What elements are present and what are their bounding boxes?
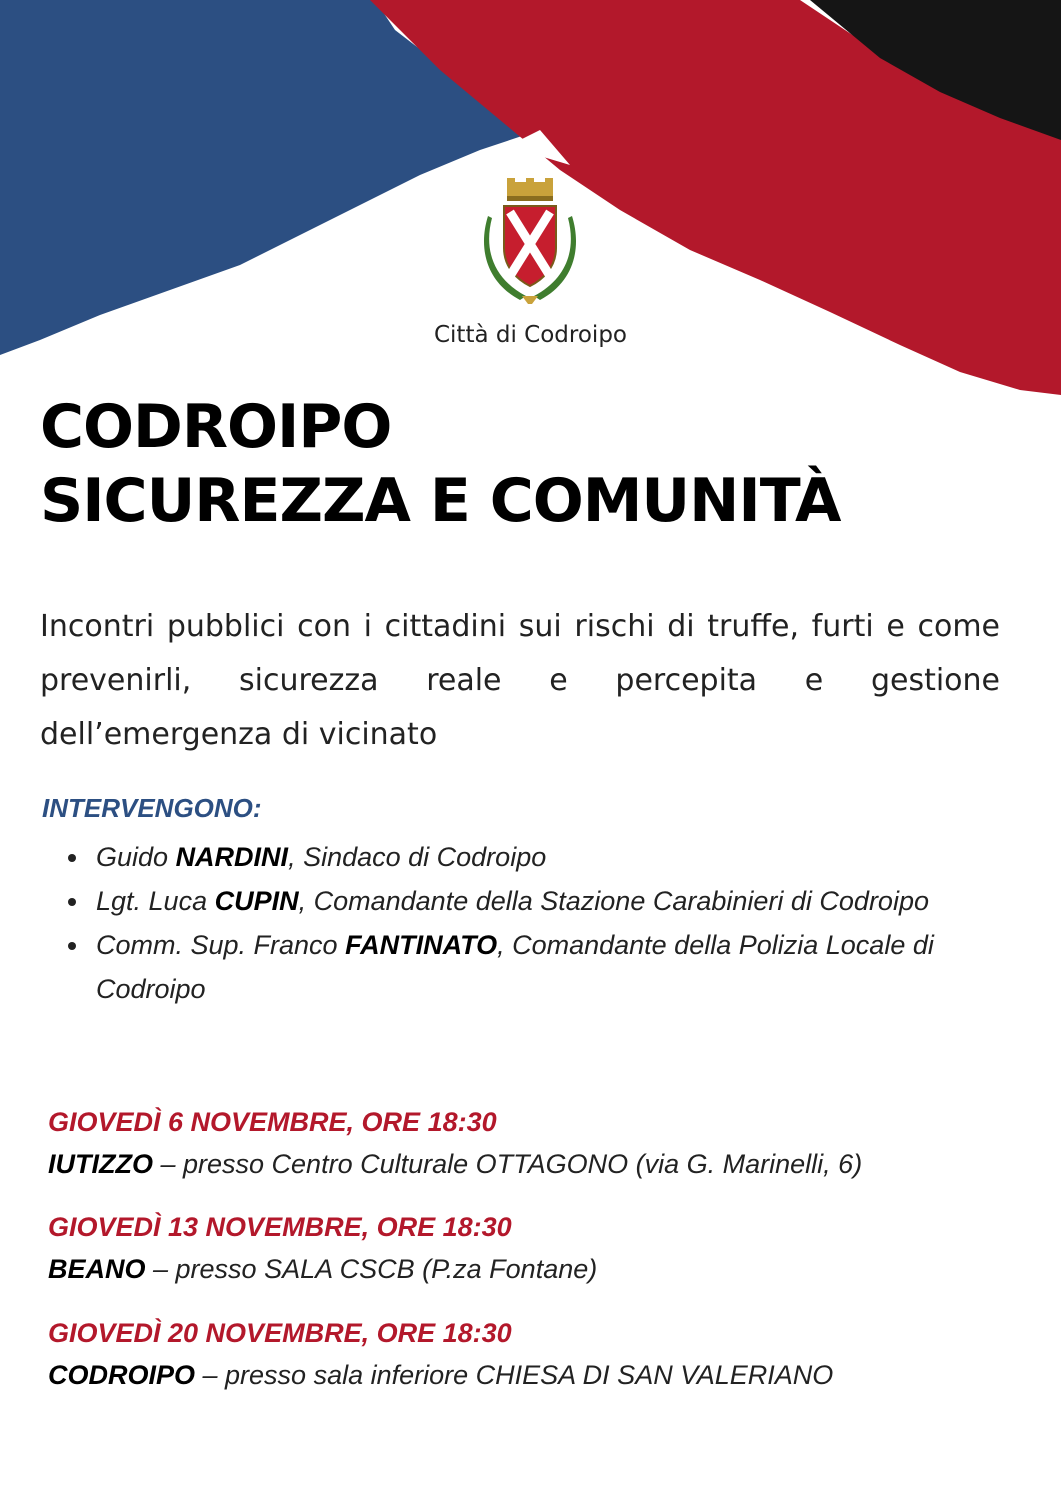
speaker-prefix: Lgt. Luca — [96, 886, 215, 916]
speaker-item — [60, 835, 940, 879]
speaker-role: , Comandante della Stazione Carabinieri di Codroipo — [298, 886, 929, 916]
event-place — [48, 1142, 1028, 1186]
speaker-surname: NARDINI — [175, 842, 289, 872]
event-place — [48, 1247, 1028, 1291]
event-location: BEANO — [48, 1254, 146, 1284]
speakers-list — [60, 835, 940, 1011]
intro-paragraph: Incontri pubblici con i cittadini sui rischi di truffe, furti e come prevenirli, sicurezza reale e percepita e gestione dell’emergenza di vicinato — [40, 609, 1000, 752]
speaker-surname: CUPIN — [214, 886, 299, 916]
speaker-prefix: Comm. Sup. Franco — [96, 930, 346, 960]
event-3 — [48, 1313, 1028, 1397]
speaker-surname: FANTINATO — [345, 930, 498, 960]
speaker-prefix: Guido — [96, 842, 176, 872]
coat-of-arms-icon — [480, 178, 580, 308]
city-label: Città di Codroipo — [433, 322, 627, 348]
speaker-item — [60, 923, 940, 1011]
event-date: GIOVEDÌ 13 NOVEMBRE, ORE 18:30 — [48, 1212, 512, 1242]
event-venue: – presso sala inferiore CHIESA DI SAN VALERIANO — [195, 1360, 834, 1390]
speaker-role: , Sindaco di Codroipo — [288, 842, 547, 872]
event-venue: – presso SALA CSCB (P.za Fontane) — [145, 1254, 598, 1284]
page-title — [40, 390, 840, 538]
speakers-heading: INTERVENGONO: — [42, 793, 262, 823]
title-line-2: SICUREZZA E COMUNITÀ — [40, 466, 841, 536]
event-1 — [48, 1102, 1028, 1186]
event-location: IUTIZZO — [48, 1149, 153, 1179]
title-line-1: CODROIPO — [40, 392, 392, 462]
speaker-role: , Comandante della Polizia Locale di Codroipo — [96, 930, 934, 1004]
event-date: GIOVEDÌ 20 NOVEMBRE, ORE 18:30 — [48, 1318, 512, 1348]
event-2 — [48, 1207, 1028, 1291]
event-date: GIOVEDÌ 6 NOVEMBRE, ORE 18:30 — [48, 1107, 497, 1137]
event-place — [48, 1353, 1028, 1397]
event-location: CODROIPO — [48, 1360, 196, 1390]
speaker-item — [60, 879, 940, 923]
event-venue: – presso Centro Culturale OTTAGONO (via G. Marinelli, 6) — [152, 1149, 863, 1179]
